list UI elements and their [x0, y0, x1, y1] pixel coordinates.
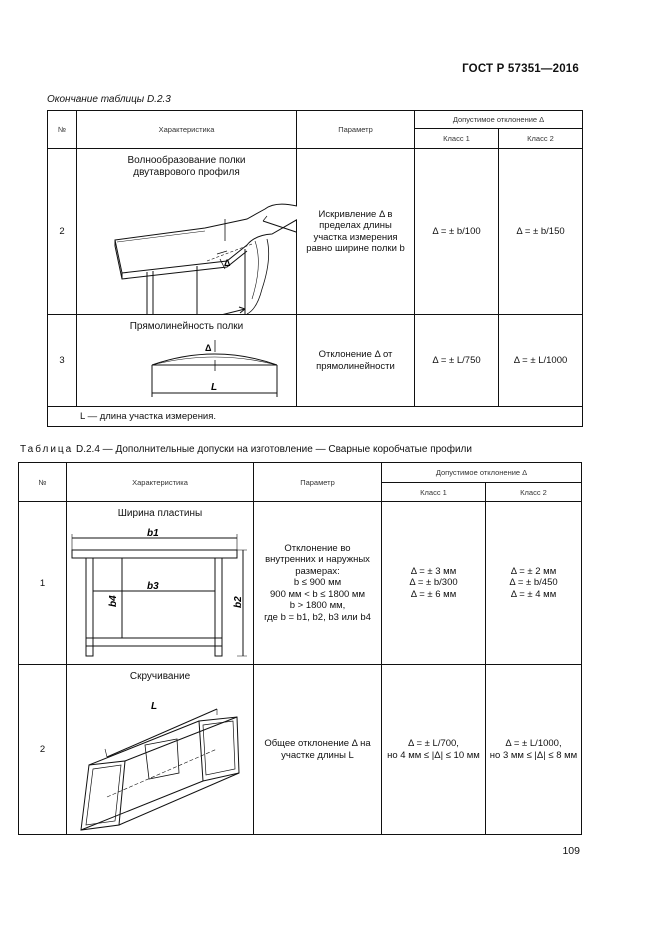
- col-header-characteristic: Характеристика: [67, 463, 254, 502]
- label-delta: Δ: [224, 258, 231, 268]
- parameter-cell: [297, 149, 415, 315]
- tolerance-table-d24: [18, 462, 582, 835]
- characteristic-cell: [77, 315, 297, 407]
- document-header: ГОСТ Р 57351—2016: [462, 63, 579, 75]
- characteristic-cell: [67, 665, 254, 835]
- page-number: 109: [562, 845, 580, 857]
- value-line: но 3 мм ≤ |Δ| ≤ 8 мм: [489, 749, 578, 761]
- param-line: Искривление Δ в: [318, 208, 393, 220]
- class2-value: Δ = ± L/1000: [499, 315, 583, 407]
- class2-value: [486, 665, 582, 835]
- row-number: 2: [19, 665, 67, 835]
- tolerance-table-d23: [47, 110, 583, 427]
- value-line: но 4 мм ≤ |Δ| ≤ 10 мм: [387, 749, 480, 761]
- row-number: 3: [48, 315, 77, 407]
- label-l: L: [211, 382, 218, 393]
- param-line: b ≤ 900 мм: [293, 577, 342, 589]
- table-continuation-caption: Окончание таблицы D.2.3: [47, 94, 171, 105]
- col-header-class2: Класс 2: [486, 483, 582, 502]
- label-b4: b4: [108, 595, 119, 607]
- value-line: Δ = ± 3 мм: [410, 565, 457, 577]
- row-number: 2: [48, 149, 77, 315]
- value-line: Δ = ± 6 мм: [410, 588, 457, 600]
- label-l: L: [151, 701, 158, 712]
- param-line: участка измерения: [313, 231, 398, 243]
- col-header-tolerance: Допустимое отклонение Δ: [415, 111, 583, 129]
- characteristic-cell: [67, 502, 254, 665]
- param-line: размерах:: [295, 565, 340, 577]
- value-line: Δ = ± L/700,: [408, 738, 459, 749]
- plate-width-diagram: [67, 502, 254, 665]
- class1-value: Δ = ± L/750: [415, 315, 499, 407]
- characteristic-title: Волнообразование полки двутаврового профиля: [127, 155, 246, 178]
- table-caption: [20, 444, 472, 455]
- parameter-cell: [254, 502, 382, 665]
- param-line: 900 мм < b ≤ 1800 мм: [270, 588, 365, 600]
- table-row: [19, 502, 582, 665]
- col-header-class1: Класс 1: [415, 129, 499, 149]
- col-header-class2: Класс 2: [499, 129, 583, 149]
- class1-value: [382, 665, 486, 835]
- param-line: Отклонение во: [284, 542, 351, 554]
- parameter-cell: [254, 665, 382, 835]
- param-line: участке длины L: [281, 749, 354, 761]
- table-row: [19, 665, 582, 835]
- parameter-cell: [297, 315, 415, 407]
- class1-value: Δ = ± b/100: [415, 149, 499, 315]
- param-line: Общее отклонение Δ на: [264, 738, 371, 749]
- param-line: внутренних и наружных: [265, 554, 370, 566]
- param-line: b > 1800 мм,: [289, 600, 346, 612]
- col-header-no: №: [19, 463, 67, 502]
- col-header-class1: Класс 1: [382, 483, 486, 502]
- value-line: Δ = ± 4 мм: [510, 588, 557, 600]
- characteristic-title: Ширина пластины: [117, 508, 203, 519]
- twisting-diagram: [67, 665, 254, 835]
- label-delta: Δ: [205, 343, 212, 353]
- characteristic-title: Скручивание: [129, 671, 191, 682]
- flange-waviness-diagram: [77, 149, 297, 315]
- table-row: [48, 315, 583, 407]
- param-line: равно ширине полки b: [306, 243, 405, 254]
- col-header-characteristic: Характеристика: [77, 111, 297, 149]
- param-line: прямолинейности: [316, 360, 395, 372]
- table-row: [48, 149, 583, 315]
- value-line: Δ = ± b/450: [509, 577, 558, 589]
- table-note: L — длина участка измерения.: [48, 407, 583, 427]
- characteristic-title: Прямолинейность полки: [129, 321, 244, 332]
- value-line: Δ = ± b/300: [409, 577, 458, 589]
- row-number: 1: [19, 502, 67, 665]
- label-b1: b1: [147, 528, 159, 539]
- value-line: Δ = ± L/1000,: [505, 738, 562, 749]
- caption-prefix: Таблица: [20, 444, 74, 455]
- caption-text: D.2.4 — Дополнительные допуски на изготовление — Сварные коробчатые профили: [76, 444, 472, 455]
- param-line: пределах длины: [319, 220, 392, 231]
- class1-value: [382, 502, 486, 665]
- class2-value: [486, 502, 582, 665]
- value-line: Δ = ± 2 мм: [510, 565, 557, 577]
- col-header-tolerance: Допустимое отклонение Δ: [382, 463, 582, 483]
- col-header-parameter: Параметр: [297, 111, 415, 149]
- class2-value: Δ = ± b/150: [499, 149, 583, 315]
- param-line: Отклонение Δ от: [318, 349, 393, 360]
- col-header-parameter: Параметр: [254, 463, 382, 502]
- characteristic-cell: [77, 149, 297, 315]
- param-line: где b = b1, b2, b3 или b4: [264, 611, 371, 623]
- col-header-no: №: [48, 111, 77, 149]
- flange-straightness-diagram: [77, 315, 297, 407]
- label-b2: b2: [233, 596, 244, 608]
- label-b3: b3: [147, 581, 159, 592]
